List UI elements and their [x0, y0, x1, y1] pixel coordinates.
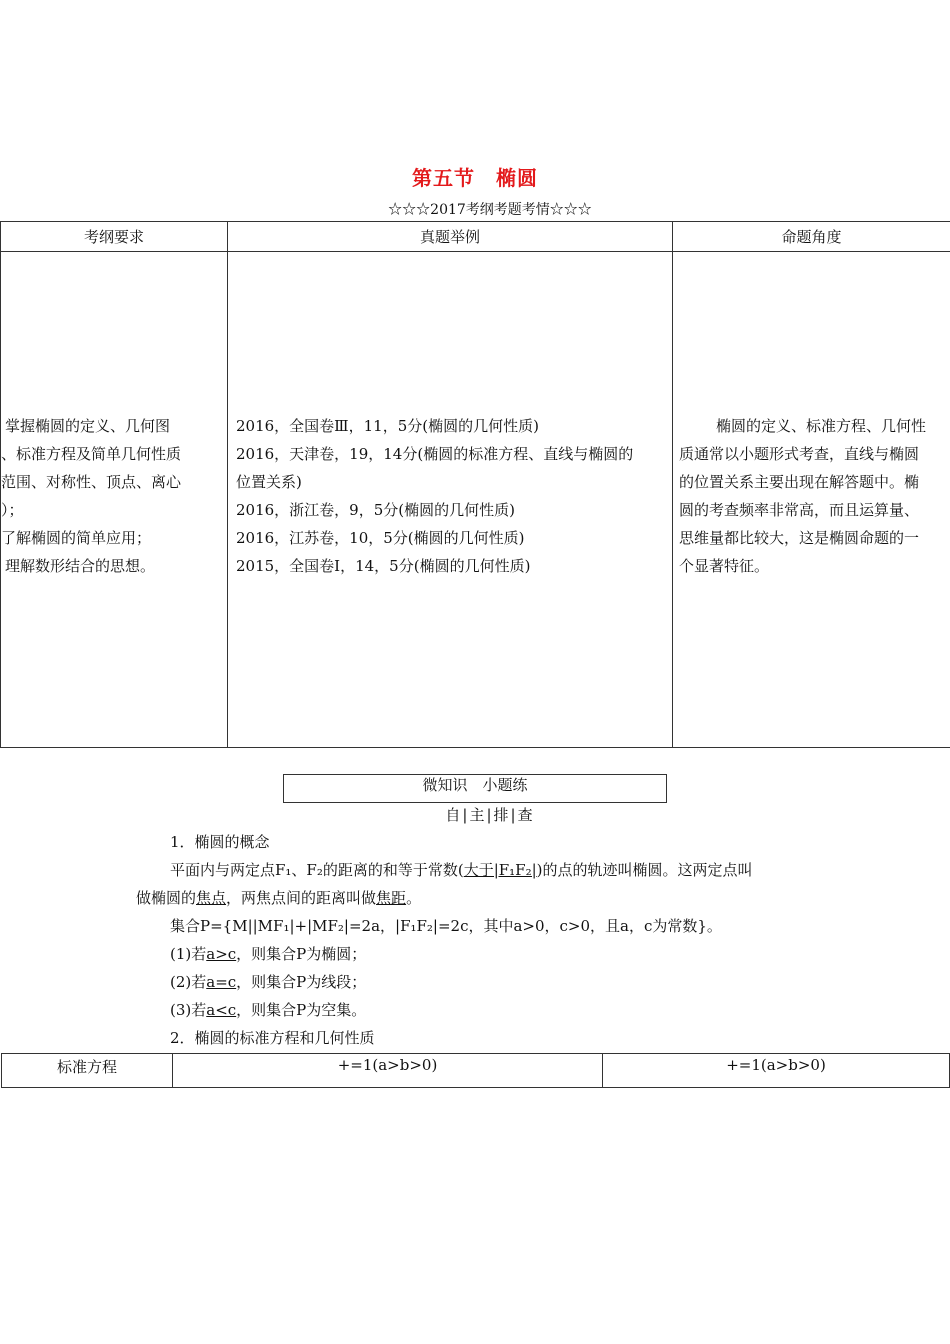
standard-equation-label: 标准方程: [2, 1054, 173, 1088]
angle-line: 个显著特征。: [679, 557, 770, 575]
requirement-line: 范围、对称性、顶点、离心: [1, 473, 182, 491]
text-run: ，则集合P为椭圆；: [236, 945, 367, 963]
text-run: (2)若: [170, 973, 207, 991]
exam-overview-table: [0, 221, 950, 748]
case-1: [170, 940, 366, 968]
page-title: 第五节 椭圆: [412, 166, 538, 190]
exam-subtitle: ☆☆☆2017考纲考题考情☆☆☆: [388, 202, 592, 218]
requirement-line: ）；: [1, 501, 24, 519]
blank-answer: a<c: [206, 1001, 237, 1019]
example-line: 2015，全国卷Ⅰ，14，5分(椭圆的几何性质): [236, 557, 531, 575]
blank-answer: 焦距: [376, 889, 407, 907]
case-2: [170, 968, 366, 996]
heading-standard-equation: 2．椭圆的标准方程和几何性质: [170, 1029, 375, 1047]
section-box: 微知识 小题练: [283, 774, 667, 803]
text-run: (1)若: [170, 945, 207, 963]
text-run: )的点的轨迹叫椭圆。这两定点叫: [536, 861, 753, 879]
header-angle: 命题角度: [673, 222, 950, 252]
requirement-line: 、标准方程及简单几何性质: [1, 445, 182, 463]
equation-vertical: +=1(a>b>0): [603, 1054, 950, 1088]
text-run: 。: [406, 889, 422, 907]
header-examples: 真题举例: [228, 222, 673, 252]
text-run: ，则集合P为空集。: [236, 1001, 367, 1019]
example-line: 位置关系): [236, 473, 302, 491]
text-run: (3)若: [170, 1001, 207, 1019]
blank-answer: a>c: [206, 945, 237, 963]
angle-line: 思维量都比较大，这是椭圆命题的一: [679, 529, 920, 547]
text-run: 做椭圆的: [136, 889, 197, 907]
blank-answer: 大于|F₁F₂|: [463, 861, 537, 879]
angle-line: 椭圆的定义、标准方程、几何性: [716, 417, 927, 435]
standard-equation-table: [1, 1053, 950, 1088]
equation-horizontal: +=1(a>b>0): [173, 1054, 603, 1088]
case-3: [170, 996, 366, 1024]
requirement-line: 了解椭圆的简单应用；: [1, 529, 152, 547]
heading-ellipse-concept: 1．椭圆的概念: [170, 833, 270, 851]
example-line: 2016，天津卷，19，14分(椭圆的标准方程、直线与椭圆的: [236, 445, 634, 463]
angle-line: 的位置关系主要出现在解答题中。椭: [679, 473, 920, 491]
text-run: ，则集合P为线段；: [236, 973, 367, 991]
requirements-cell: [1, 252, 228, 748]
self-check-label: 自|主|排|查: [445, 806, 535, 824]
requirement-line: 掌握椭圆的定义、几何图: [5, 417, 171, 435]
examples-cell: [228, 252, 673, 748]
blank-answer: 焦点: [196, 889, 227, 907]
text-run: ，两焦点间的距离叫做: [226, 889, 377, 907]
angle-line: 圆的考查频率非常高，而且运算量、: [679, 501, 920, 519]
requirement-line: 理解数形结合的思想。: [5, 557, 156, 575]
header-requirements: 考纲要求: [1, 222, 228, 252]
angle-cell: [673, 252, 950, 748]
blank-answer: a=c: [206, 973, 237, 991]
example-line: 2016，江苏卷，10，5分(椭圆的几何性质): [236, 529, 525, 547]
concept-paragraph-2: [136, 884, 421, 912]
concept-paragraph-1: [170, 856, 753, 884]
example-line: 2016，全国卷Ⅲ，11，5分(椭圆的几何性质): [236, 417, 539, 435]
angle-line: 质通常以小题形式考查，直线与椭圆: [679, 445, 920, 463]
example-line: 2016，浙江卷，9，5分(椭圆的几何性质): [236, 501, 515, 519]
text-run: 平面内与两定点F₁、F₂的距离的和等于常数(: [170, 861, 464, 879]
set-definition: 集合P={M||MF₁|+|MF₂|=2a，|F₁F₂|=2c，其中a>0，c>0，且a，c为常数}。: [170, 917, 722, 935]
